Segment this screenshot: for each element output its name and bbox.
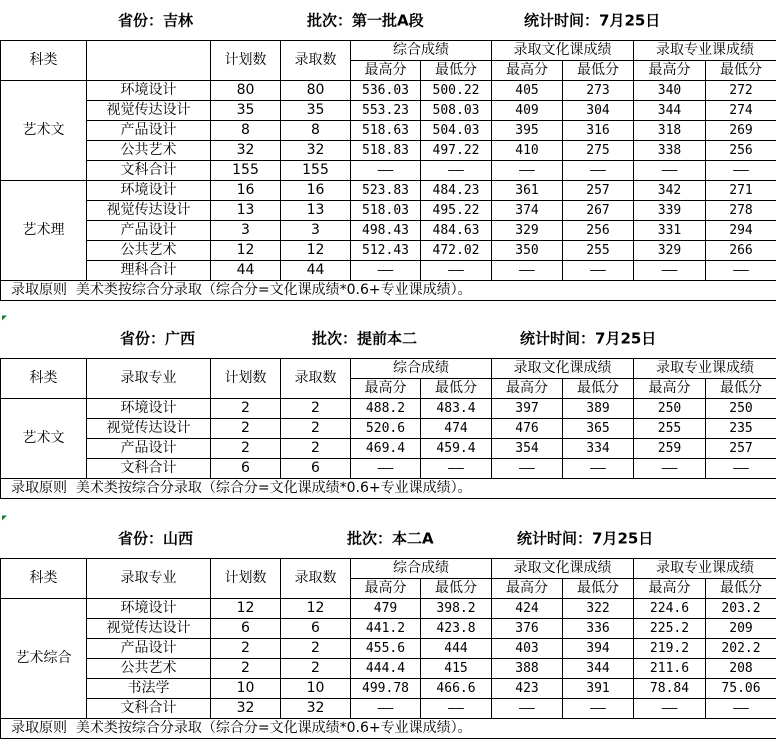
value-cell: 250 xyxy=(706,399,776,419)
col-major: 录取专业 xyxy=(87,559,211,599)
category-cell: 艺术理 xyxy=(1,181,87,281)
category-cell: 艺术文 xyxy=(1,81,87,181)
province-label: 省份：吉林 xyxy=(118,10,193,31)
value-cell: 275 xyxy=(563,141,634,161)
value-cell: 278 xyxy=(706,201,776,221)
table-row xyxy=(1,459,776,479)
value-cell: 12 xyxy=(281,241,351,261)
value-cell: 2 xyxy=(281,419,351,439)
value-cell: 224.6 xyxy=(634,599,706,619)
value-cell: 8 xyxy=(281,121,351,141)
value-cell: 32 xyxy=(281,141,351,161)
admission-table xyxy=(0,40,776,301)
stat-time-label: 统计时间：7月25日 xyxy=(520,328,656,349)
admission-rule-label: 录取原则 xyxy=(11,720,67,736)
category-cell: 艺术文 xyxy=(1,399,87,479)
admission-rule xyxy=(1,719,776,739)
value-cell: 499.78 xyxy=(351,679,421,699)
value-cell: 484.23 xyxy=(421,181,492,201)
value-cell: 255 xyxy=(634,419,706,439)
value-cell: 322 xyxy=(563,599,634,619)
col-group-culture: 录取文化课成绩 xyxy=(492,41,634,61)
value-cell: 518.63 xyxy=(351,121,421,141)
value-cell: 225.2 xyxy=(634,619,706,639)
stat-time-label: 统计时间：7月25日 xyxy=(517,528,653,549)
value-cell: 423 xyxy=(492,679,563,699)
value-cell: 424 xyxy=(492,599,563,619)
category-cell: 艺术综合 xyxy=(1,599,87,719)
col-category: 科类 xyxy=(1,359,87,399)
value-cell: 483.4 xyxy=(421,399,492,419)
value-cell: 397 xyxy=(492,399,563,419)
value-cell: 10 xyxy=(211,679,281,699)
value-cell: 16 xyxy=(281,181,351,201)
col-admit: 录取数 xyxy=(281,559,351,599)
table-row xyxy=(1,699,776,719)
value-cell: 32 xyxy=(211,141,281,161)
value-cell: 267 xyxy=(563,201,634,221)
value-cell: 12 xyxy=(211,241,281,261)
value-cell: —— xyxy=(351,699,421,719)
table-row xyxy=(1,439,776,459)
col-group-composite: 综合成绩 xyxy=(351,559,492,579)
value-cell: 259 xyxy=(634,439,706,459)
col-group-composite: 综合成绩 xyxy=(351,41,492,61)
value-cell: 476 xyxy=(492,419,563,439)
value-cell: 512.43 xyxy=(351,241,421,261)
value-cell: 466.6 xyxy=(421,679,492,699)
value-cell: 350 xyxy=(492,241,563,261)
admission-rule-row xyxy=(1,719,776,739)
table-row xyxy=(1,201,776,221)
major-cell: 视觉传达设计 xyxy=(87,201,211,221)
major-cell: 产品设计 xyxy=(87,121,211,141)
value-cell: 394 xyxy=(563,639,634,659)
value-cell: —— xyxy=(421,261,492,281)
value-cell: 3 xyxy=(281,221,351,241)
table-row xyxy=(1,141,776,161)
col-category: 科类 xyxy=(1,41,87,81)
value-cell: 13 xyxy=(281,201,351,221)
value-cell: 6 xyxy=(211,459,281,479)
table-row xyxy=(1,101,776,121)
value-cell: 304 xyxy=(563,101,634,121)
value-cell: 339 xyxy=(634,201,706,221)
value-cell: 155 xyxy=(211,161,281,181)
value-cell: 257 xyxy=(706,439,776,459)
admission-table xyxy=(0,558,776,739)
block-header xyxy=(0,0,776,40)
value-cell: 344 xyxy=(634,101,706,121)
value-cell: —— xyxy=(634,261,706,281)
province-label: 省份：山西 xyxy=(118,528,193,549)
value-cell: 338 xyxy=(634,141,706,161)
major-cell: 公共艺术 xyxy=(87,659,211,679)
col-major: 录取专业 xyxy=(87,359,211,399)
value-cell: 388 xyxy=(492,659,563,679)
block-header xyxy=(0,518,776,558)
major-cell: 产品设计 xyxy=(87,639,211,659)
value-cell: 250 xyxy=(634,399,706,419)
value-cell: 12 xyxy=(211,599,281,619)
col-min: 最低分 xyxy=(706,579,776,599)
table-header-row xyxy=(1,359,776,379)
value-cell: 405 xyxy=(492,81,563,101)
value-cell: 235 xyxy=(706,419,776,439)
value-cell: 316 xyxy=(563,121,634,141)
value-cell: 6 xyxy=(281,619,351,639)
value-cell: 398.2 xyxy=(421,599,492,619)
value-cell: 354 xyxy=(492,439,563,459)
value-cell: 459.4 xyxy=(421,439,492,459)
col-admit: 录取数 xyxy=(281,359,351,399)
value-cell: 211.6 xyxy=(634,659,706,679)
value-cell: 318 xyxy=(634,121,706,141)
value-cell: 16 xyxy=(211,181,281,201)
col-max: 最高分 xyxy=(634,61,706,81)
col-min: 最低分 xyxy=(706,379,776,399)
major-cell: 视觉传达设计 xyxy=(87,101,211,121)
col-min: 最低分 xyxy=(421,579,492,599)
table-header-row xyxy=(1,559,776,579)
value-cell: 495.22 xyxy=(421,201,492,221)
major-cell: 理科合计 xyxy=(87,261,211,281)
value-cell: —— xyxy=(351,161,421,181)
value-cell: 78.84 xyxy=(634,679,706,699)
admission-rule-row xyxy=(1,281,776,301)
table-row xyxy=(1,121,776,141)
major-cell: 视觉传达设计 xyxy=(87,419,211,439)
table-row xyxy=(1,81,776,101)
value-cell: 395 xyxy=(492,121,563,141)
value-cell: 203.2 xyxy=(706,599,776,619)
value-cell: 444 xyxy=(421,639,492,659)
col-group-culture: 录取文化课成绩 xyxy=(492,559,634,579)
table-row xyxy=(1,241,776,261)
value-cell: 294 xyxy=(706,221,776,241)
major-cell: 产品设计 xyxy=(87,221,211,241)
value-cell: —— xyxy=(563,161,634,181)
col-max: 最高分 xyxy=(351,379,421,399)
value-cell: 365 xyxy=(563,419,634,439)
col-min: 最低分 xyxy=(706,61,776,81)
table-row xyxy=(1,599,776,619)
value-cell: —— xyxy=(492,161,563,181)
col-max: 最高分 xyxy=(351,579,421,599)
value-cell: 523.83 xyxy=(351,181,421,201)
col-min: 最低分 xyxy=(563,61,634,81)
major-cell: 书法学 xyxy=(87,679,211,699)
cell-marker-icon xyxy=(2,516,7,521)
col-plan: 计划数 xyxy=(211,359,281,399)
value-cell: 536.03 xyxy=(351,81,421,101)
value-cell: —— xyxy=(492,699,563,719)
value-cell: —— xyxy=(421,161,492,181)
value-cell: 488.2 xyxy=(351,399,421,419)
admission-table xyxy=(0,358,776,499)
value-cell: 344 xyxy=(563,659,634,679)
value-cell: 208 xyxy=(706,659,776,679)
value-cell: —— xyxy=(634,161,706,181)
value-cell: 8 xyxy=(211,121,281,141)
value-cell: 80 xyxy=(211,81,281,101)
table-row xyxy=(1,261,776,281)
province-block xyxy=(0,0,776,301)
table-row xyxy=(1,181,776,201)
value-cell: 403 xyxy=(492,639,563,659)
value-cell: 256 xyxy=(563,221,634,241)
value-cell: 391 xyxy=(563,679,634,699)
admission-rule xyxy=(1,479,776,499)
value-cell: 474 xyxy=(421,419,492,439)
value-cell: 155 xyxy=(281,161,351,181)
value-cell: 361 xyxy=(492,181,563,201)
col-group-composite: 综合成绩 xyxy=(351,359,492,379)
major-cell: 文科合计 xyxy=(87,699,211,719)
value-cell: 340 xyxy=(634,81,706,101)
value-cell: —— xyxy=(421,459,492,479)
value-cell: 257 xyxy=(563,181,634,201)
admission-rule-row xyxy=(1,479,776,499)
value-cell: 553.23 xyxy=(351,101,421,121)
col-max: 最高分 xyxy=(634,579,706,599)
col-plan: 计划数 xyxy=(211,559,281,599)
col-max: 最高分 xyxy=(351,61,421,81)
value-cell: —— xyxy=(634,459,706,479)
value-cell: 6 xyxy=(211,619,281,639)
value-cell: 35 xyxy=(211,101,281,121)
value-cell: —— xyxy=(706,459,776,479)
col-major xyxy=(87,41,211,81)
value-cell: —— xyxy=(563,261,634,281)
value-cell: 2 xyxy=(211,419,281,439)
col-min: 最低分 xyxy=(563,579,634,599)
value-cell: 32 xyxy=(281,699,351,719)
value-cell: 32 xyxy=(211,699,281,719)
value-cell: 410 xyxy=(492,141,563,161)
col-group-professional: 录取专业课成绩 xyxy=(634,359,776,379)
value-cell: 479 xyxy=(351,599,421,619)
value-cell: 508.03 xyxy=(421,101,492,121)
col-min: 最低分 xyxy=(563,379,634,399)
value-cell: 504.03 xyxy=(421,121,492,141)
value-cell: —— xyxy=(492,459,563,479)
value-cell: 255 xyxy=(563,241,634,261)
value-cell: —— xyxy=(706,161,776,181)
value-cell: 342 xyxy=(634,181,706,201)
value-cell: 497.22 xyxy=(421,141,492,161)
col-max: 最高分 xyxy=(634,379,706,399)
value-cell: 472.02 xyxy=(421,241,492,261)
major-cell: 环境设计 xyxy=(87,399,211,419)
admission-rule-text: 美术类按综合分录取（综合分=文化课成绩*0.6+专业课成绩）。 xyxy=(76,720,472,736)
value-cell: 444.4 xyxy=(351,659,421,679)
value-cell: 35 xyxy=(281,101,351,121)
value-cell: 469.4 xyxy=(351,439,421,459)
value-cell: 329 xyxy=(492,221,563,241)
value-cell: 520.6 xyxy=(351,419,421,439)
table-row xyxy=(1,639,776,659)
major-cell: 环境设计 xyxy=(87,181,211,201)
col-group-professional: 录取专业课成绩 xyxy=(634,41,776,61)
table-row xyxy=(1,399,776,419)
value-cell: 273 xyxy=(563,81,634,101)
value-cell: 12 xyxy=(281,599,351,619)
admission-rule-text: 美术类按综合分录取（综合分=文化课成绩*0.6+专业课成绩）。 xyxy=(76,480,472,496)
value-cell: 266 xyxy=(706,241,776,261)
table-header-row xyxy=(1,41,776,61)
value-cell: 271 xyxy=(706,181,776,201)
value-cell: 75.06 xyxy=(706,679,776,699)
col-group-professional: 录取专业课成绩 xyxy=(634,559,776,579)
major-cell: 产品设计 xyxy=(87,439,211,459)
batch-label: 批次：提前本二 xyxy=(312,328,417,349)
value-cell: —— xyxy=(351,459,421,479)
col-plan: 计划数 xyxy=(211,41,281,81)
col-max: 最高分 xyxy=(492,579,563,599)
value-cell: 44 xyxy=(281,261,351,281)
major-cell: 环境设计 xyxy=(87,81,211,101)
block-header xyxy=(0,318,776,358)
major-cell: 公共艺术 xyxy=(87,141,211,161)
value-cell: 518.83 xyxy=(351,141,421,161)
value-cell: 10 xyxy=(281,679,351,699)
major-cell: 文科合计 xyxy=(87,161,211,181)
value-cell: 80 xyxy=(281,81,351,101)
value-cell: —— xyxy=(563,699,634,719)
table-row xyxy=(1,619,776,639)
major-cell: 视觉传达设计 xyxy=(87,619,211,639)
value-cell: 336 xyxy=(563,619,634,639)
table-row xyxy=(1,221,776,241)
value-cell: 2 xyxy=(211,659,281,679)
value-cell: —— xyxy=(563,459,634,479)
value-cell: 2 xyxy=(211,399,281,419)
province-block xyxy=(0,318,776,499)
value-cell: 44 xyxy=(211,261,281,281)
value-cell: 3 xyxy=(211,221,281,241)
value-cell: 202.2 xyxy=(706,639,776,659)
batch-label: 批次：第一批A段 xyxy=(307,10,424,31)
admission-rule-text: 美术类按综合分录取（综合分=文化课成绩*0.6+专业课成绩）。 xyxy=(76,282,472,298)
value-cell: —— xyxy=(351,261,421,281)
col-min: 最低分 xyxy=(421,61,492,81)
value-cell: 6 xyxy=(281,459,351,479)
value-cell: 2 xyxy=(281,399,351,419)
col-max: 最高分 xyxy=(492,61,563,81)
value-cell: —— xyxy=(492,261,563,281)
table-row xyxy=(1,659,776,679)
value-cell: 334 xyxy=(563,439,634,459)
value-cell: 374 xyxy=(492,201,563,221)
table-row xyxy=(1,161,776,181)
province-block xyxy=(0,518,776,739)
value-cell: 376 xyxy=(492,619,563,639)
value-cell: 269 xyxy=(706,121,776,141)
value-cell: 409 xyxy=(492,101,563,121)
value-cell: —— xyxy=(421,699,492,719)
value-cell: 219.2 xyxy=(634,639,706,659)
admission-rule xyxy=(1,281,776,301)
major-cell: 环境设计 xyxy=(87,599,211,619)
value-cell: 518.03 xyxy=(351,201,421,221)
value-cell: 256 xyxy=(706,141,776,161)
col-group-culture: 录取文化课成绩 xyxy=(492,359,634,379)
value-cell: 329 xyxy=(634,241,706,261)
value-cell: 2 xyxy=(281,659,351,679)
value-cell: 455.6 xyxy=(351,639,421,659)
value-cell: 423.8 xyxy=(421,619,492,639)
col-min: 最低分 xyxy=(421,379,492,399)
value-cell: 272 xyxy=(706,81,776,101)
batch-label: 批次：本二A xyxy=(347,528,434,549)
value-cell: —— xyxy=(706,261,776,281)
value-cell: 209 xyxy=(706,619,776,639)
major-cell: 文科合计 xyxy=(87,459,211,479)
value-cell: 415 xyxy=(421,659,492,679)
admission-rule-label: 录取原则 xyxy=(11,282,67,298)
value-cell: 441.2 xyxy=(351,619,421,639)
value-cell: 2 xyxy=(211,639,281,659)
value-cell: 2 xyxy=(281,639,351,659)
admission-rule-label: 录取原则 xyxy=(11,480,67,496)
value-cell: 500.22 xyxy=(421,81,492,101)
stat-time-label: 统计时间：7月25日 xyxy=(524,10,660,31)
cell-marker-icon xyxy=(2,316,7,321)
value-cell: 331 xyxy=(634,221,706,241)
value-cell: 498.43 xyxy=(351,221,421,241)
col-max: 最高分 xyxy=(492,379,563,399)
table-row xyxy=(1,679,776,699)
province-label: 省份：广西 xyxy=(120,328,195,349)
value-cell: 389 xyxy=(563,399,634,419)
value-cell: —— xyxy=(634,699,706,719)
table-row xyxy=(1,419,776,439)
value-cell: 13 xyxy=(211,201,281,221)
major-cell: 公共艺术 xyxy=(87,241,211,261)
value-cell: 274 xyxy=(706,101,776,121)
value-cell: 484.63 xyxy=(421,221,492,241)
col-category: 科类 xyxy=(1,559,87,599)
value-cell: 2 xyxy=(281,439,351,459)
col-admit: 录取数 xyxy=(281,41,351,81)
value-cell: 2 xyxy=(211,439,281,459)
value-cell: —— xyxy=(706,699,776,719)
